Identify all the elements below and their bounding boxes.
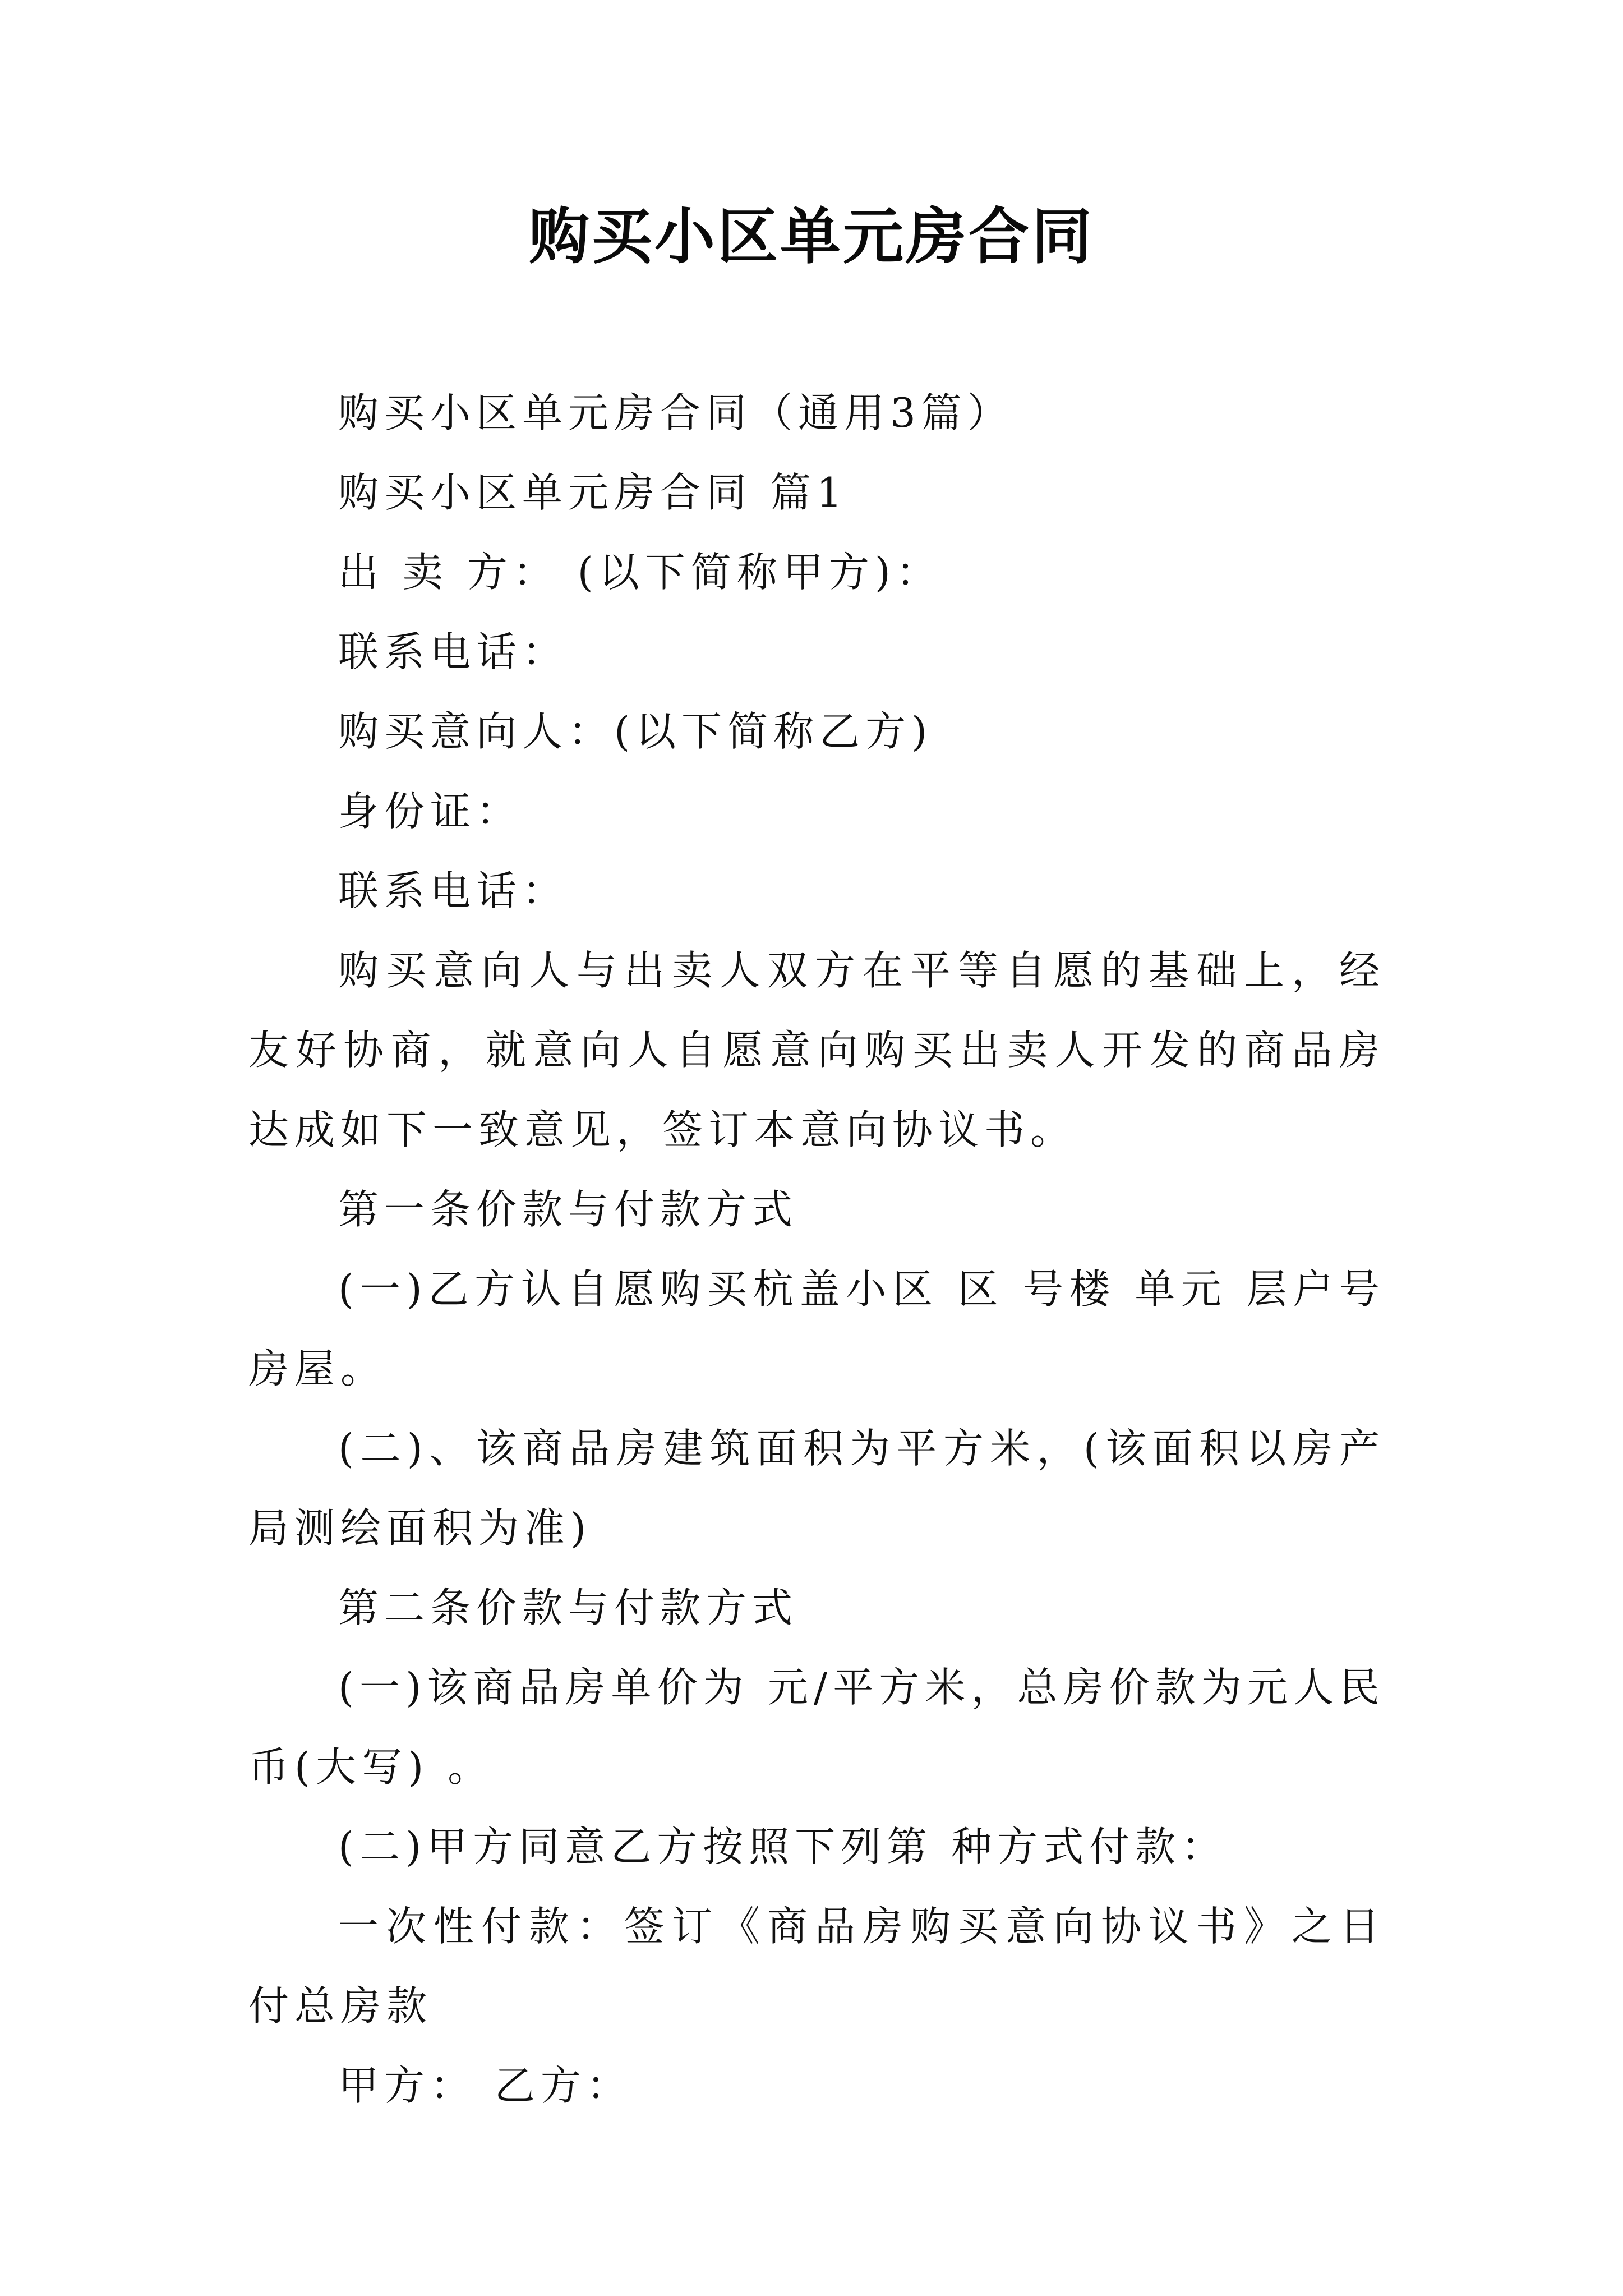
document-body [248, 373, 1385, 2125]
paragraph-clause-2-1: (一)该商品房单价为 元/平方米，总房价款为元人民币(大写) 。 [248, 1664, 1385, 1791]
paragraph-payment-method: 一次性付款：签订《商品房购买意向协议书》之日付总房款 [248, 1903, 1385, 2030]
paragraph-clause-2-2: (二)甲方同意乙方按照下列第 种方式付款： [338, 1823, 1228, 1870]
paragraph-section-heading: 购买小区单元房合同 篇1 [338, 469, 848, 516]
paragraph-clause-1-2: (二)、该商品房建筑面积为平方米，(该面积以房产局测绘面积为准) [248, 1425, 1385, 1552]
paragraph-clause-1-1: (一)乙方认自愿购买杭盖小区 区 号楼 单元 层户号房屋。 [248, 1266, 1385, 1392]
paragraph-seller-phone: 联系电话： [338, 628, 569, 675]
paragraph-subtitle: 购买小区单元房合同（通用3篇） [338, 389, 1013, 436]
paragraph-signatures: 甲方： 乙方： [338, 2062, 633, 2109]
paragraph-seller: 出 卖 方： (以下简称甲方)： [338, 549, 942, 596]
document-title: 购买小区单元房合同 [528, 202, 1094, 272]
paragraph-article-2: 第二条价款与付款方式 [338, 1584, 799, 1631]
paragraph-article-1: 第一条价款与付款方式 [338, 1186, 799, 1233]
paragraph-buyer-id: 身份证： [338, 788, 523, 835]
paragraph-buyer-phone: 联系电话： [338, 867, 569, 914]
paragraph-buyer: 购买意向人：(以下简称乙方) [338, 708, 933, 755]
paragraph-intro: 购买意向人与出卖人双方在平等自愿的基础上，经友好协商，就意向人自愿意向购买出卖人开发的商品房达成如下一致意见，签订本意向协议书。 [248, 947, 1385, 1153]
